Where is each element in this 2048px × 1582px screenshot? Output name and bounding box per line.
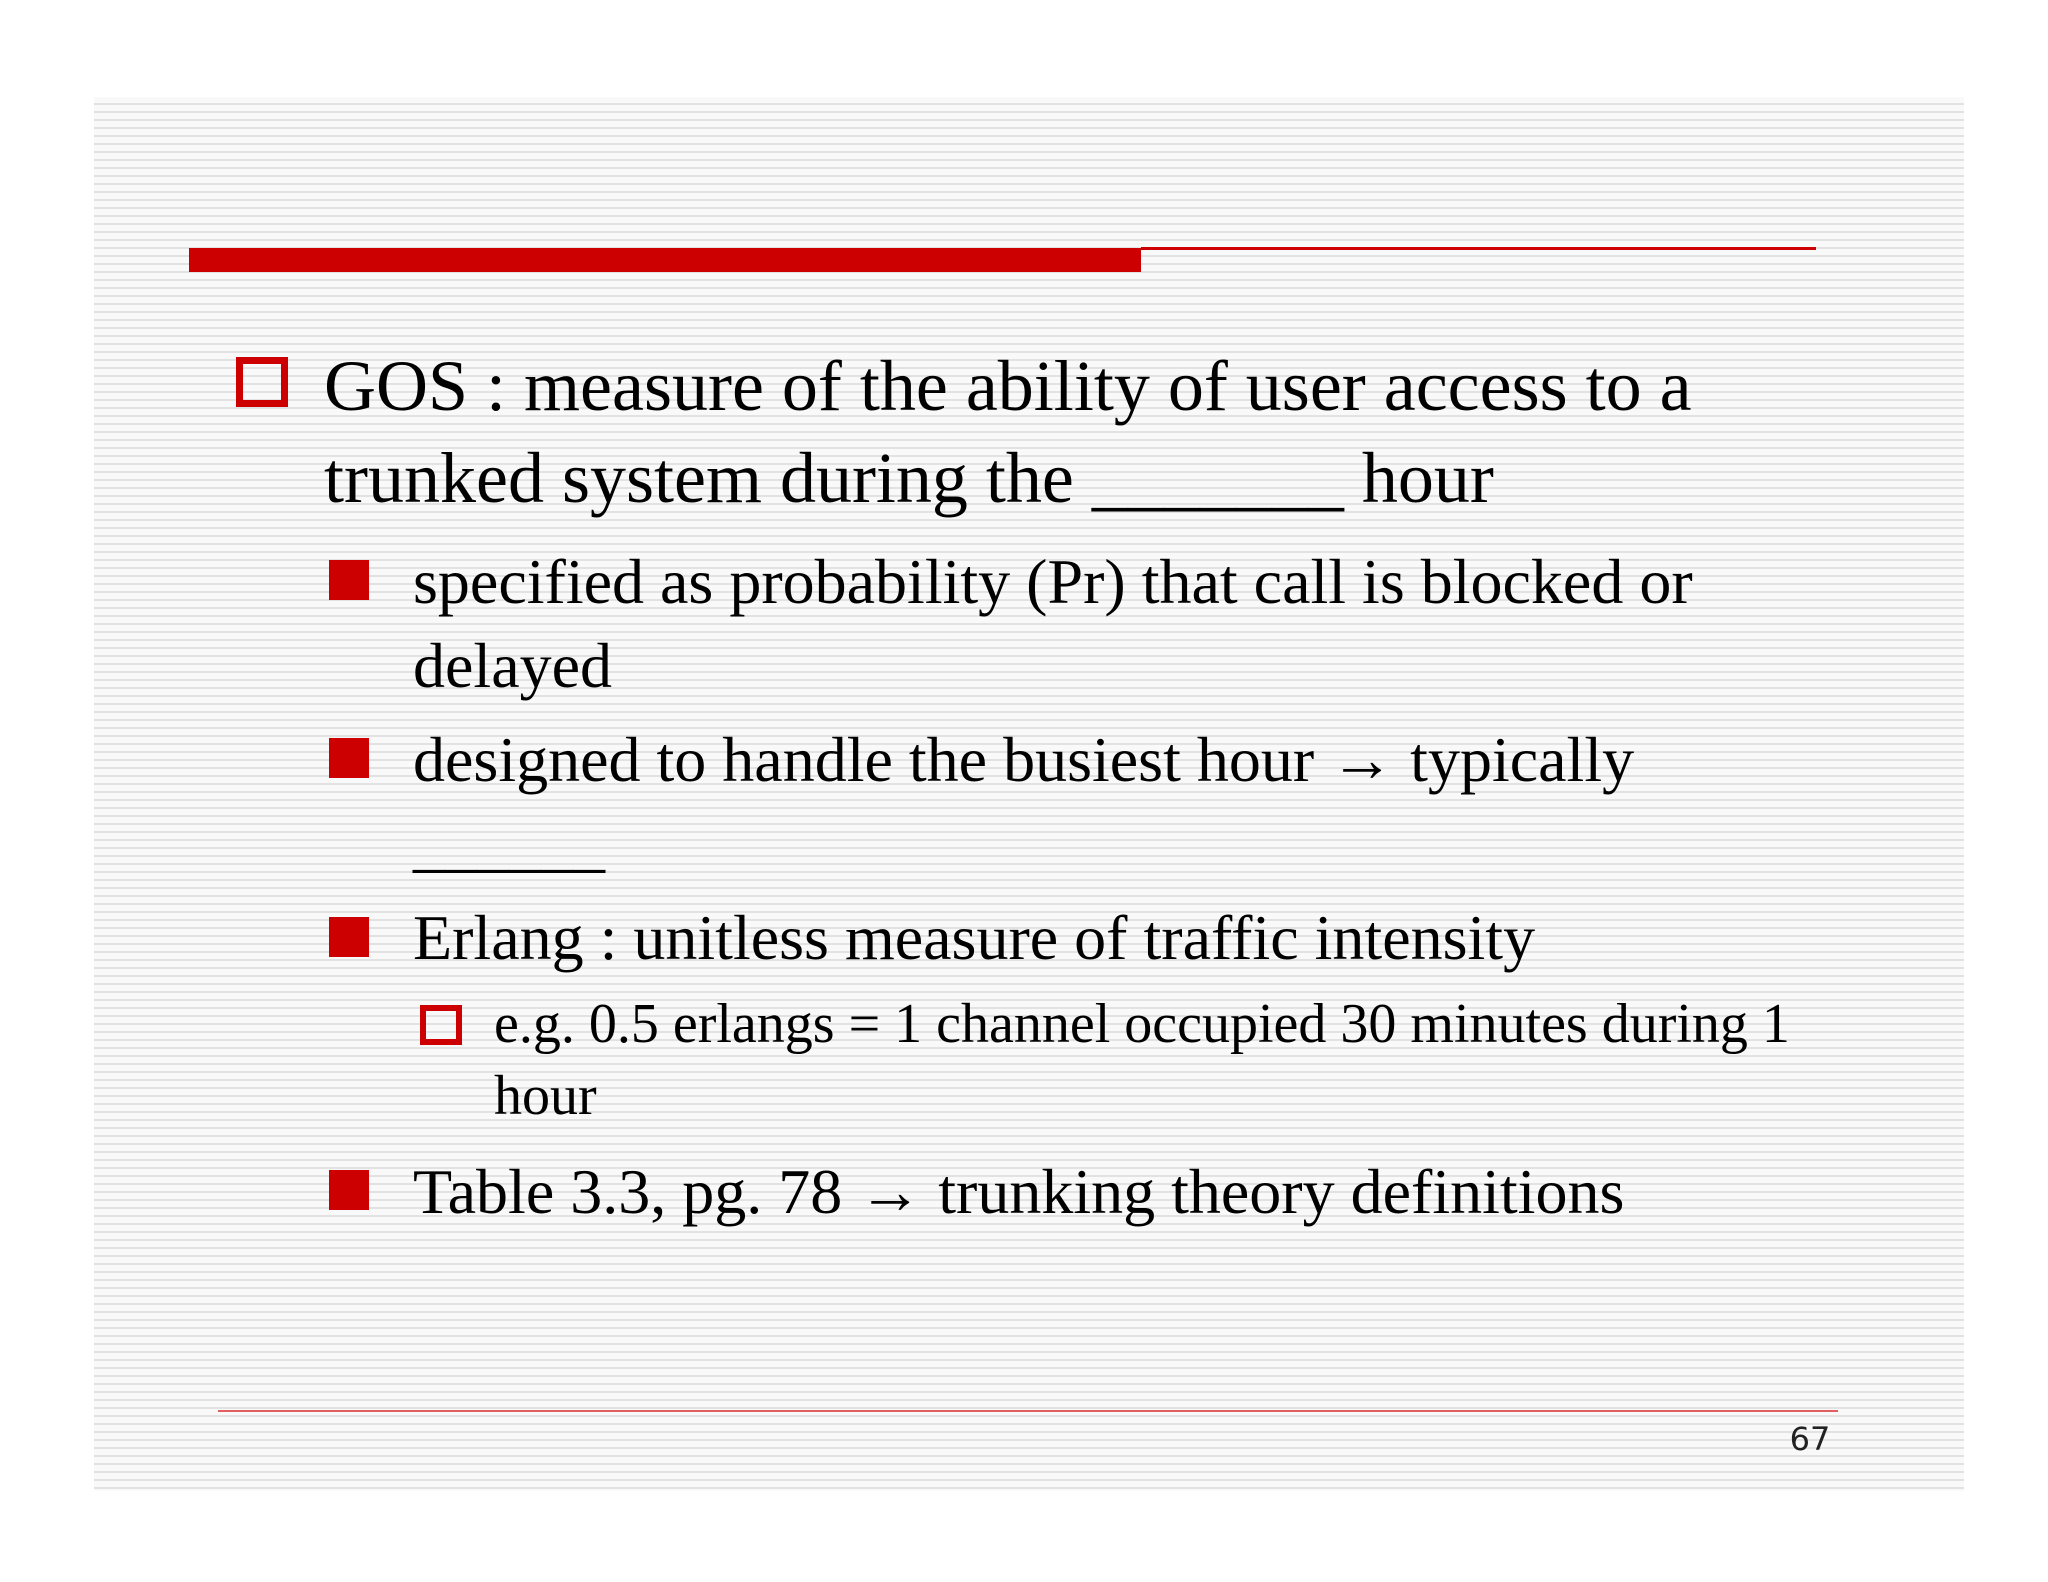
bullet-designed-text: designed to handle the busiest hour → typically ______ (413, 724, 1635, 879)
footer-divider (218, 1410, 1838, 1412)
title-bar-thick (189, 248, 1141, 272)
bullet-erlang-text: Erlang : unitless measure of traffic intensity (413, 902, 1536, 973)
solid-square-bullet-icon (329, 738, 369, 778)
solid-square-bullet-icon (329, 560, 369, 600)
solid-square-bullet-icon (329, 917, 369, 957)
bullet-table-ref-text: Table 3.3, pg. 78 → trunking theory definitions (413, 1156, 1625, 1227)
title-bar-thin (1141, 247, 1816, 250)
hollow-square-bullet-icon (236, 357, 288, 407)
hollow-square-bullet-icon (420, 1005, 462, 1045)
bullet-gos-text: GOS : measure of the ability of user access to a trunked system during the _______ hour (324, 346, 1692, 518)
page-number: 67 (1789, 1420, 1831, 1458)
bullet-specified-text: specified as probability (Pr) that call is blocked or delayed (413, 546, 1693, 701)
bullet-erlang-example-text: e.g. 0.5 erlangs = 1 channel occupied 30 minutes during 1 hour (494, 993, 1790, 1127)
solid-square-bullet-icon (329, 1170, 369, 1210)
